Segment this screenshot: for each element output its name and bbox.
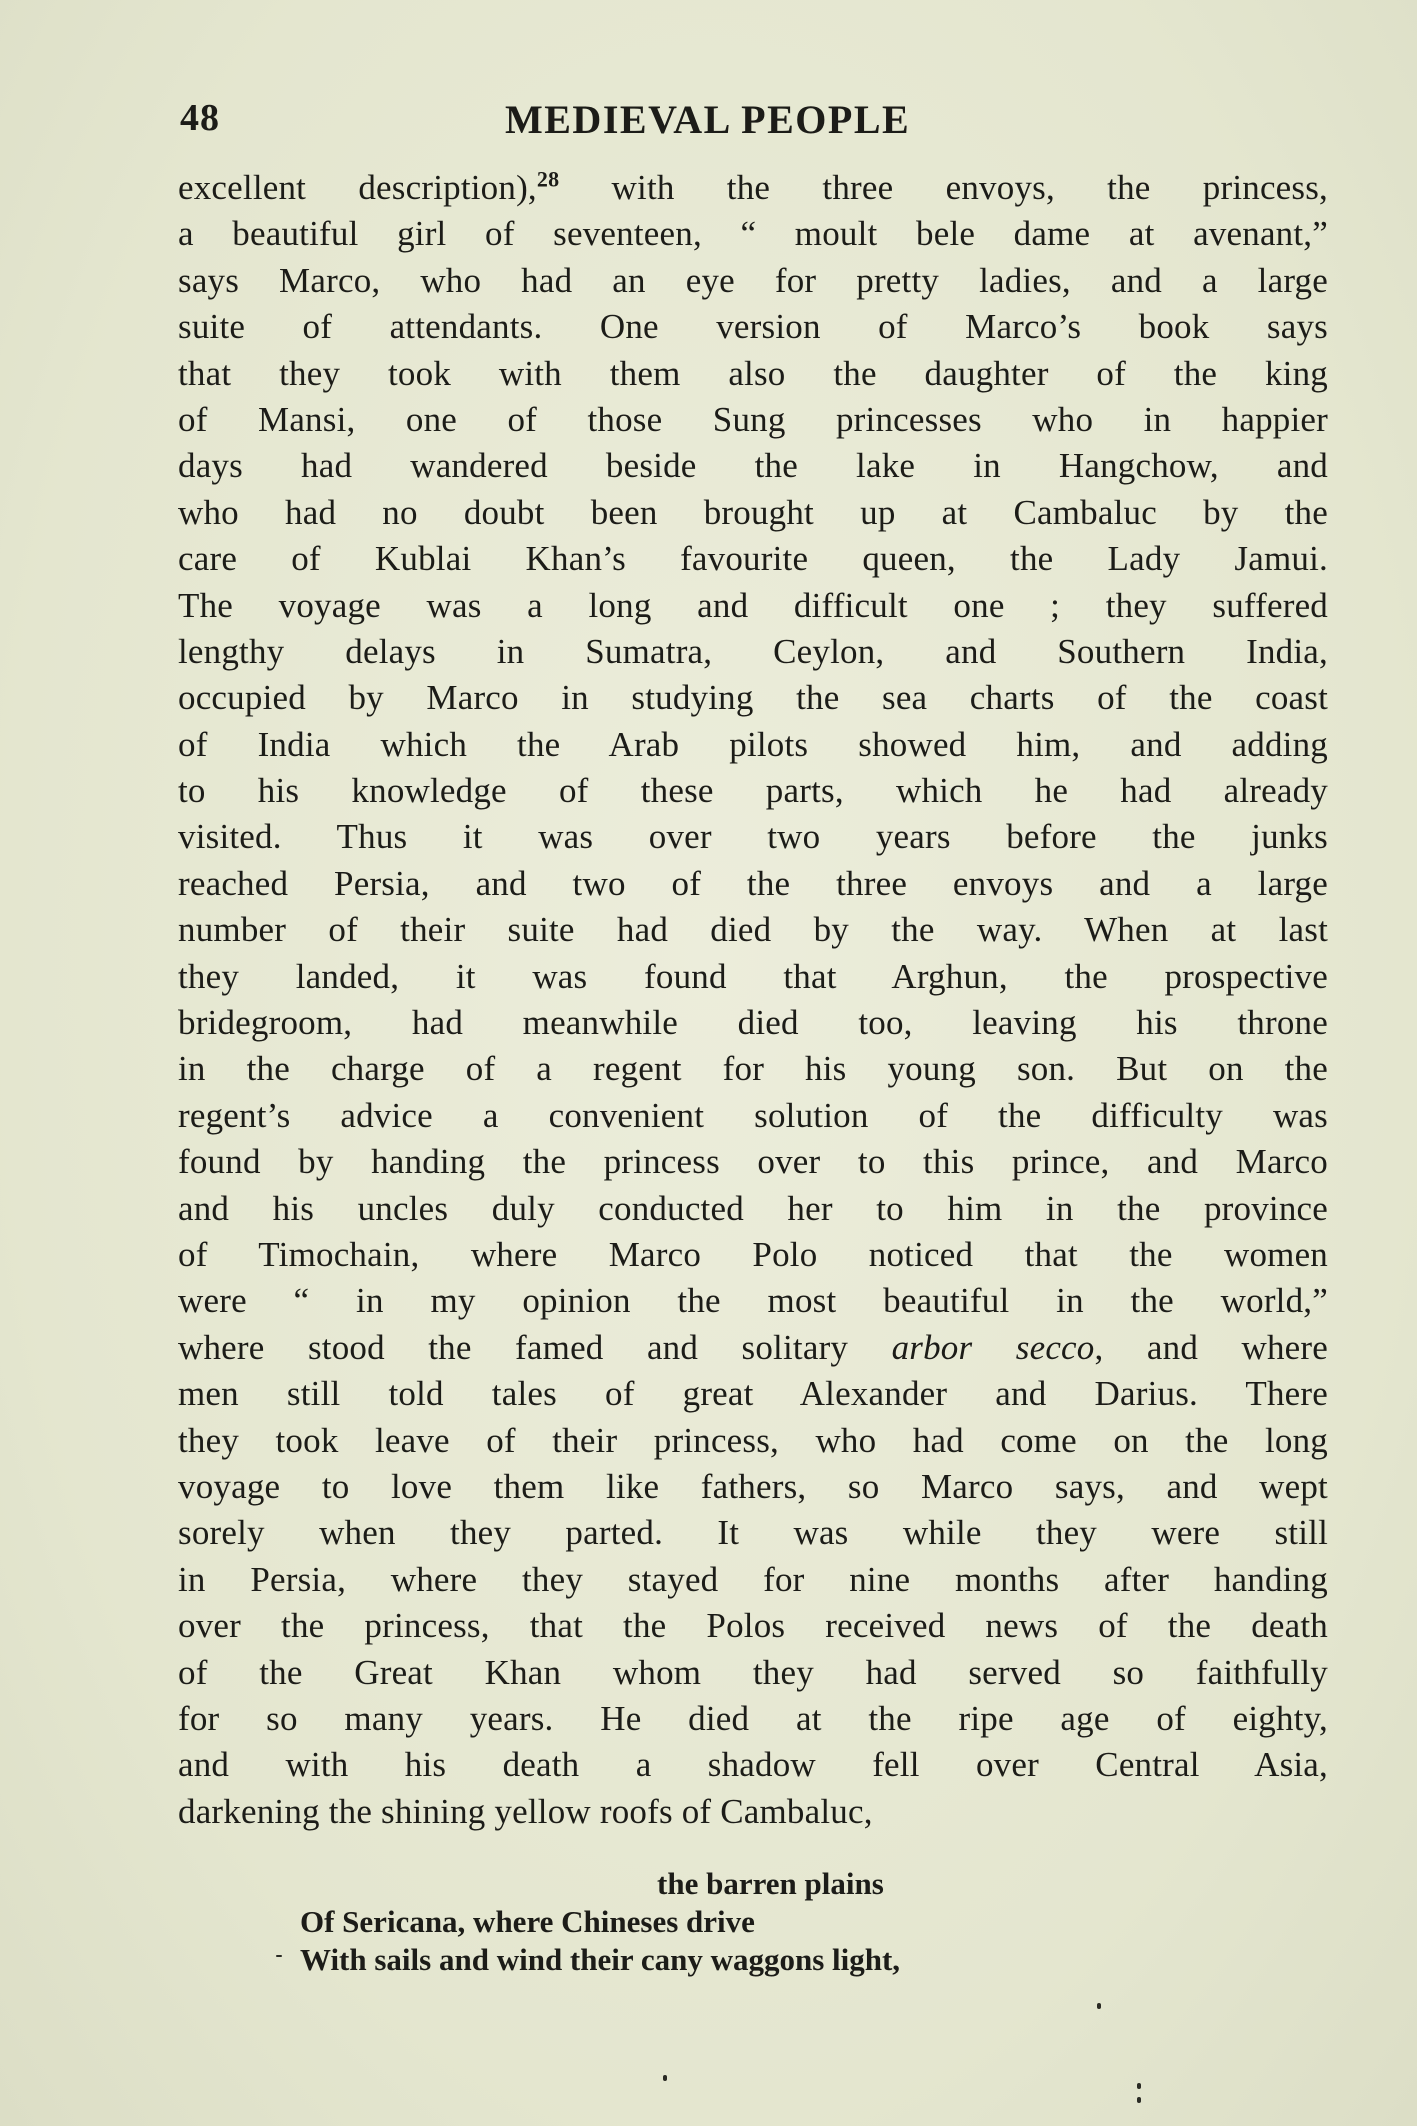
text-line-31: in Persia, where they stayed for nine months after handing bbox=[178, 1559, 1328, 1599]
running-head bbox=[180, 96, 1330, 156]
text-line-12: occupied by Marco in studying the sea charts of the coast bbox=[178, 678, 1328, 718]
body-paragraph bbox=[178, 165, 1328, 1835]
text-line-4: suite of attendants. One version of Marco’s book says bbox=[178, 307, 1328, 347]
text-segment: , and where bbox=[1094, 1327, 1328, 1367]
verse-line-1: the barren plains bbox=[657, 1866, 884, 1901]
italic-phrase: arbor secco bbox=[891, 1327, 1095, 1367]
text-line-32: over the princess, that the Polos received news of the death bbox=[178, 1606, 1328, 1646]
ink-speck bbox=[276, 1955, 282, 1957]
text-line-2: a beautiful girl of seventeen, “ moult bele dame at avenant,” bbox=[178, 214, 1328, 254]
text-line-29: voyage to love them like fathers, so Marco says, and wept bbox=[178, 1466, 1328, 1506]
text-line-33: of the Great Khan whom they had served so faithfully bbox=[178, 1652, 1328, 1692]
text-line-5: that they took with them also the daughter of the king bbox=[178, 353, 1328, 393]
running-title: MEDIEVAL PEOPLE bbox=[505, 97, 911, 142]
ink-speck bbox=[1097, 2003, 1101, 2009]
ink-speck bbox=[663, 2075, 667, 2081]
text-line-8: who had no doubt been brought up at Cambaluc by the bbox=[178, 492, 1328, 532]
text-line-35: and with his death a shadow fell over Central Asia, bbox=[178, 1745, 1328, 1785]
text-segment: where stood the famed and solitary bbox=[178, 1327, 892, 1367]
text-segment: excellent description), bbox=[178, 168, 537, 207]
verse-quotation bbox=[300, 1865, 1300, 1979]
text-line-17: number of their suite had died by the way. When at last bbox=[178, 910, 1328, 950]
text-line-34: for so many years. He died at the ripe age of eighty, bbox=[178, 1698, 1328, 1738]
verse-line-3: With sails and wind their cany waggons light, bbox=[300, 1942, 901, 1977]
text-line-20: in the charge of a regent for his young son. But on the bbox=[178, 1049, 1328, 1089]
text-line-11: lengthy delays in Sumatra, Ceylon, and Southern India, bbox=[178, 631, 1328, 671]
text-line-14: to his knowledge of these parts, which he had already bbox=[178, 771, 1328, 811]
footnote-reference: 28 bbox=[536, 166, 560, 192]
text-line-18: they landed, it was found that Arghun, the prospective bbox=[178, 956, 1328, 996]
text-line-13: of India which the Arab pilots showed him, and adding bbox=[178, 724, 1328, 764]
text-line-21: regent’s advice a convenient solution of the difficulty was bbox=[178, 1095, 1328, 1135]
ink-speck bbox=[1137, 2097, 1141, 2103]
text-line-22: found by handing the princess over to this prince, and Marco bbox=[178, 1142, 1328, 1182]
text-line-19: bridegroom, had meanwhile died too, leaving his throne bbox=[178, 1003, 1328, 1043]
text-line-27: men still told tales of great Alexander and Darius. There bbox=[178, 1374, 1328, 1414]
text-line-15: visited. Thus it was over two years before the junks bbox=[178, 817, 1328, 857]
text-line-1 bbox=[178, 165, 1328, 211]
text-line-16: reached Persia, and two of the three envoys and a large bbox=[178, 863, 1328, 903]
text-line-23: and his uncles duly conducted her to him in the province bbox=[178, 1188, 1328, 1228]
text-line-3: says Marco, who had an eye for pretty ladies, and a large bbox=[178, 260, 1328, 300]
text-line-7: days had wandered beside the lake in Hangchow, and bbox=[178, 446, 1328, 486]
text-line-26 bbox=[178, 1325, 1328, 1371]
verse-line-2: Of Sericana, where Chineses drive bbox=[300, 1904, 755, 1939]
text-line-6: of Mansi, one of those Sung princesses who in happier bbox=[178, 399, 1328, 439]
text-line-10: The voyage was a long and difficult one ; they suffered bbox=[178, 585, 1328, 625]
text-line-28: they took leave of their princess, who had come on the long bbox=[178, 1420, 1328, 1460]
text-segment: with the three envoys, the princess, bbox=[559, 168, 1329, 207]
text-line-36: darkening the shining yellow roofs of Cambaluc, bbox=[178, 1791, 873, 1831]
text-line-25: were “ in my opinion the most beautiful in the world,” bbox=[178, 1281, 1328, 1321]
text-line-9: care of Kublai Khan’s favourite queen, the Lady Jamui. bbox=[178, 539, 1328, 579]
ink-speck bbox=[1137, 2083, 1141, 2089]
text-line-30: sorely when they parted. It was while they were still bbox=[178, 1513, 1328, 1553]
text-line-24: of Timochain, where Marco Polo noticed that the women bbox=[178, 1234, 1328, 1274]
page-number: 48 bbox=[180, 97, 220, 139]
